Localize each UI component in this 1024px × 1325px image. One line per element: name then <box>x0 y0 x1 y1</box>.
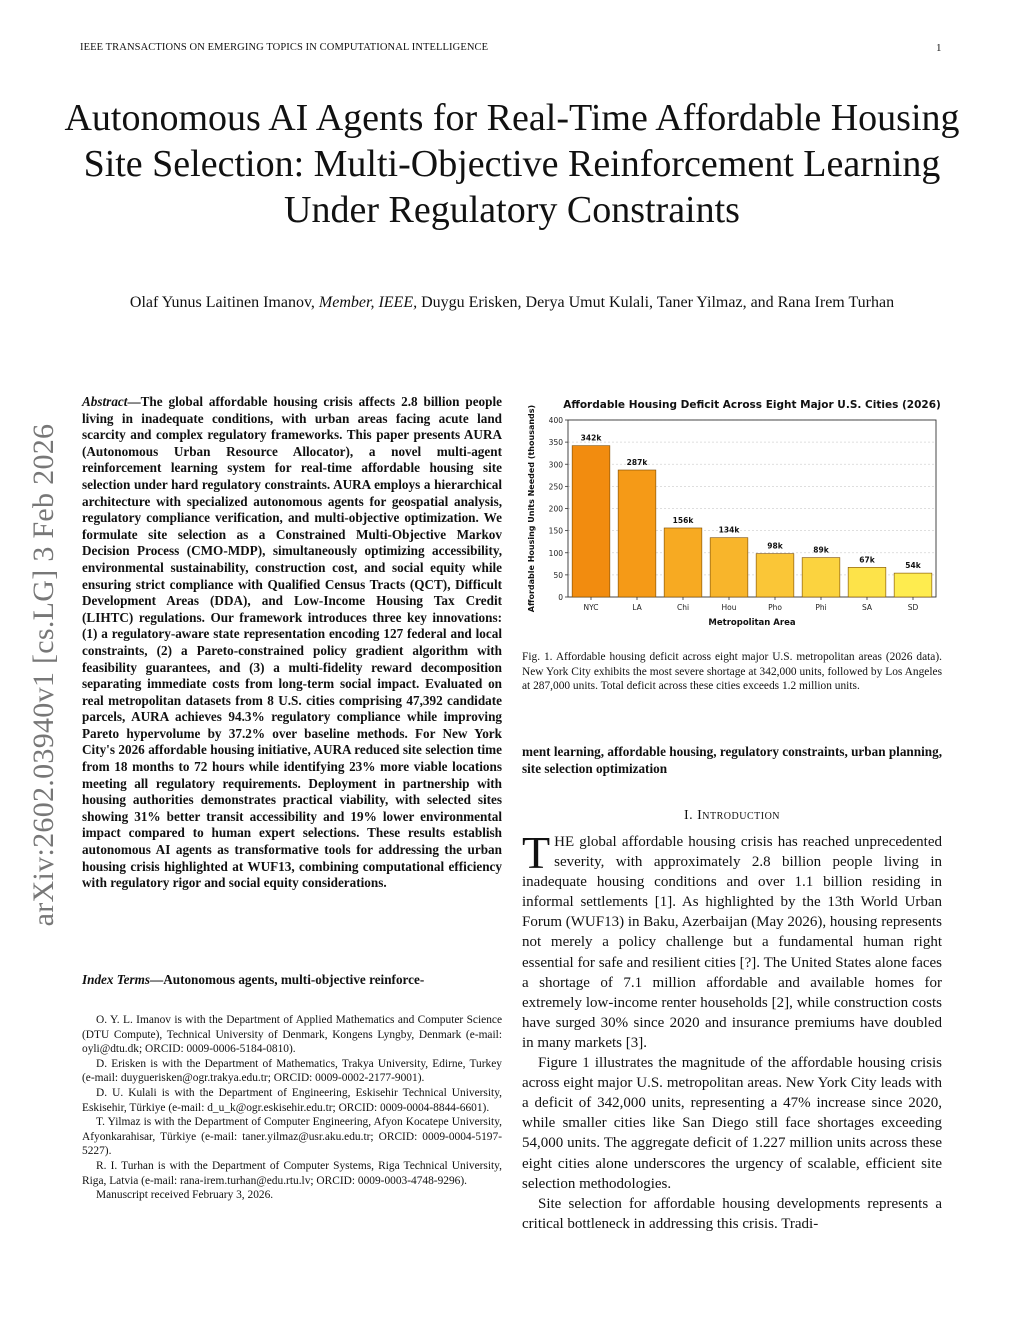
x-tick-label: LA <box>632 603 642 612</box>
x-tick-label: SD <box>907 603 919 612</box>
authors-first: Olaf Yunus Laitinen Imanov, <box>129 294 319 311</box>
section-number: I. <box>683 808 698 823</box>
footnote: Manuscript received February 3, 2026. <box>96 1189 274 1202</box>
chart-title: Affordable Housing Deficit Across Eight Major U.S. Cities (2026) <box>563 399 941 411</box>
introduction-body <box>522 827 942 1234</box>
bar <box>756 554 794 597</box>
x-tick-label: Phi <box>815 603 827 612</box>
y-axis-label: Affordable Housing Units Needed (thousands) <box>527 404 536 613</box>
y-tick-label: 150 <box>548 526 563 536</box>
x-axis-label: Metropolitan Area <box>708 618 796 628</box>
authors-rest: Duygu Erisken, Derya Umut Kulali, Taner Yilmaz, and Rana Irem Turhan <box>417 294 895 311</box>
data-label: 54k <box>905 561 921 571</box>
figure-caption: Fig. 1. Affordable housing deficit across eight major U.S. metropolitan areas (2026 data). New York City exhibits the most severe shortage at 342,000 units, followed by Los Angeles at 287,000 units. Total deficit across these cities exceeds 1.2 million units. <box>522 651 942 693</box>
footnote: T. Yilmaz is with the Department of Computer Engineering, Afyon Kocatepe University, Afyonkarahisar, Türkiye (e-mail: taner.yilmaz@usr.aku.edu.tr; ORCID: 0009-0004-5197-5227). <box>82 1116 502 1158</box>
intro-paragraph: Figure 1 illustrates the magnitude of the affordable housing crisis across eight major U.S. metropolitan areas. New York City leads with a deficit of 342,000 units, representing a 47% increase since 2020, while smaller cities like San Diego still face shortages exceeding 54,000 units. The aggregate deficit of 1.227 million units across these eight cities alone underscores the urgency of scalable, efficient site selection methodologies. <box>522 1055 942 1192</box>
y-tick-label: 100 <box>548 548 563 558</box>
footnote: O. Y. L. Imanov is with the Department of Applied Mathematics and Computer Science (DTU Compute), Technical University of Denmark, Kongens Lyngby, Denmark (e-mail: oyli@dtu.dk; ORCID: 0009-0006-5184-0810). <box>82 1014 502 1056</box>
abstract <box>82 394 502 892</box>
y-tick-label: 400 <box>548 416 563 425</box>
footnote: D. U. Kulali is with the Department of Engineering, Eskisehir Technical University, Eskisehir, Türkiye (e-mail: d_u_k@ogr.eskisehir.edu.tr; ORCID: 0009-0004-8844-6601). <box>82 1086 502 1114</box>
section-title: Introduction <box>697 808 781 823</box>
bar <box>848 567 886 597</box>
x-tick-label: Chi <box>676 603 690 612</box>
data-label: 156k <box>672 515 694 525</box>
x-tick-label: Hou <box>721 603 737 612</box>
bar <box>894 573 932 597</box>
x-tick-label: Pho <box>768 603 782 612</box>
intro-paragraph: Site selection for affordable housing developments represents a critical bottleneck in addressing this crisis. Tradi- <box>522 1195 942 1232</box>
bar <box>710 538 748 597</box>
author-list <box>80 292 944 314</box>
x-tick-label: NYC <box>583 603 599 612</box>
y-tick-label: 50 <box>553 570 563 580</box>
x-tick-label: SA <box>861 603 873 612</box>
data-label: 342k <box>580 433 602 443</box>
y-tick-label: 350 <box>548 438 563 448</box>
page-number: 1 <box>936 42 942 54</box>
authors-membership: Member, IEEE, <box>318 294 418 311</box>
arxiv-stamp-text: arXiv:2602.03940v1 [cs.LG] 3 Feb 2026 <box>27 423 60 927</box>
y-tick-label: 0 <box>558 593 563 602</box>
y-tick-label: 200 <box>548 504 563 514</box>
data-label: 67k <box>859 555 875 565</box>
data-label: 98k <box>767 541 783 551</box>
journal-header: IEEE TRANSACTIONS ON EMERGING TOPICS IN COMPUTATIONAL INTELLIGENCE <box>80 42 489 53</box>
bar <box>572 446 610 597</box>
abstract-label: Abstract <box>82 394 128 409</box>
author-footnotes <box>82 1013 502 1203</box>
index-terms-continued: ment learning, affordable housing, regulatory constraints, urban planning, site selection optimization <box>522 744 942 776</box>
data-label: 134k <box>718 525 740 535</box>
bar <box>802 558 840 597</box>
drop-cap: T <box>522 827 551 878</box>
section-heading <box>522 808 942 824</box>
data-label: 89k <box>813 545 829 555</box>
y-tick-label: 250 <box>548 482 563 492</box>
index-terms-label: Index Terms <box>82 972 151 987</box>
housing-deficit-chart <box>520 388 944 633</box>
y-tick-label: 300 <box>548 460 563 470</box>
paper-title: Autonomous AI Agents for Real-Time Affordable Housing Site Selection: Multi-Objective Reinforcement Learning Under Regulatory Constraints <box>64 97 960 231</box>
intro-paragraph: HE global affordable housing crisis has reached unprecedented severity, with approximately 2.8 billion people living in inadequate housing conditions and over 1.1 billion residing in informal settlements [1]. As highlighted by the 13th World Urban Forum (WUF13) in Baku, Azerbaijan (May 2026), housing represents not merely a policy challenge but a fundamental human right essential for safe and resilient cities [?]. The United States alone faces a shortage of 7.1 million affordable and available homes for extremely low-income renter households [2], while construction costs have surged 30% since 2020 and insurance premiums have doubled in many markets [3]. <box>522 834 942 1051</box>
index-terms <box>82 972 502 989</box>
data-label: 287k <box>626 458 648 468</box>
arxiv-stamp <box>24 380 64 970</box>
index-terms-text: —Autonomous agents, multi-objective reinforce- <box>150 972 425 987</box>
footnote: R. I. Turhan is with the Department of Computer Systems, Riga Technical University, Riga, Latvia (e-mail: rana-irem.turhan@edu.rtu.lv; ORCID: 0009-0003-4748-9296). <box>82 1159 502 1187</box>
bar <box>618 470 656 597</box>
footnote: D. Erisken is with the Department of Mathematics, Trakya University, Edirne, Turkey (e-mail: duyguerisken@ogr.trakya.edu.tr; ORCID: 0009-0002-2177-9001). <box>82 1057 502 1085</box>
abstract-text: —The global affordable housing crisis affects 2.8 billion people living in inadequate conditions, with urban areas facing acute land scarcity and complex regulatory frameworks. This paper presents AURA (Autonomous Urban Resource Allocator), a novel multi-agent reinforcement learning system for real-time affordable housing site selection under hard regulatory constraints. AURA employs a hierarchical architecture with specialized autonomous agents for geospatial analysis, regulatory compliance verification, and multi-objective optimization. We formulate site selection as a Constrained Multi-Objective Markov Decision Process (CMO-MDP), simultaneously optimizing accessibility, environmental sustainability, construction cost, and social equity while ensuring strict compliance with Qualified Census Tracts (QCT), Difficult Development Areas (DDA), and Low-Income Housing Tax Credit (LIHTC) regulations. Our framework introduces three key innovations: (1) a regulatory-aware state representation encoding 127 federal and local constraints, (2) a Pareto-constrained policy gradient algorithm with feasibility guarantees, and (3) a multi-fidelity reward decomposition separating immediate costs from long-term social impact. Evaluated on real metropolitan datasets from 8 U.S. cities comprising 47,392 candidate parcels, AURA achieves 94.3% regulatory compliance while improving Pareto hypervolume by 37.2% over baseline methods. For New York City's 2026 affordable housing initiative, AURA reduced site selection time from 18 months to 72 hours while identifying 23% more viable locations meeting all regulatory requirements. Deployment in partnership with housing authorities demonstrates practical viability, with selected sites showing 31% better transit accessibility and 19% lower environmental impact compared to human expert selections. These results establish autonomous AI agents as transformative tools for addressing the urban housing crisis highlighted at WUF13, combining computational efficiency with regulatory rigor and social equity considerations. <box>82 394 502 891</box>
bar <box>664 528 702 597</box>
